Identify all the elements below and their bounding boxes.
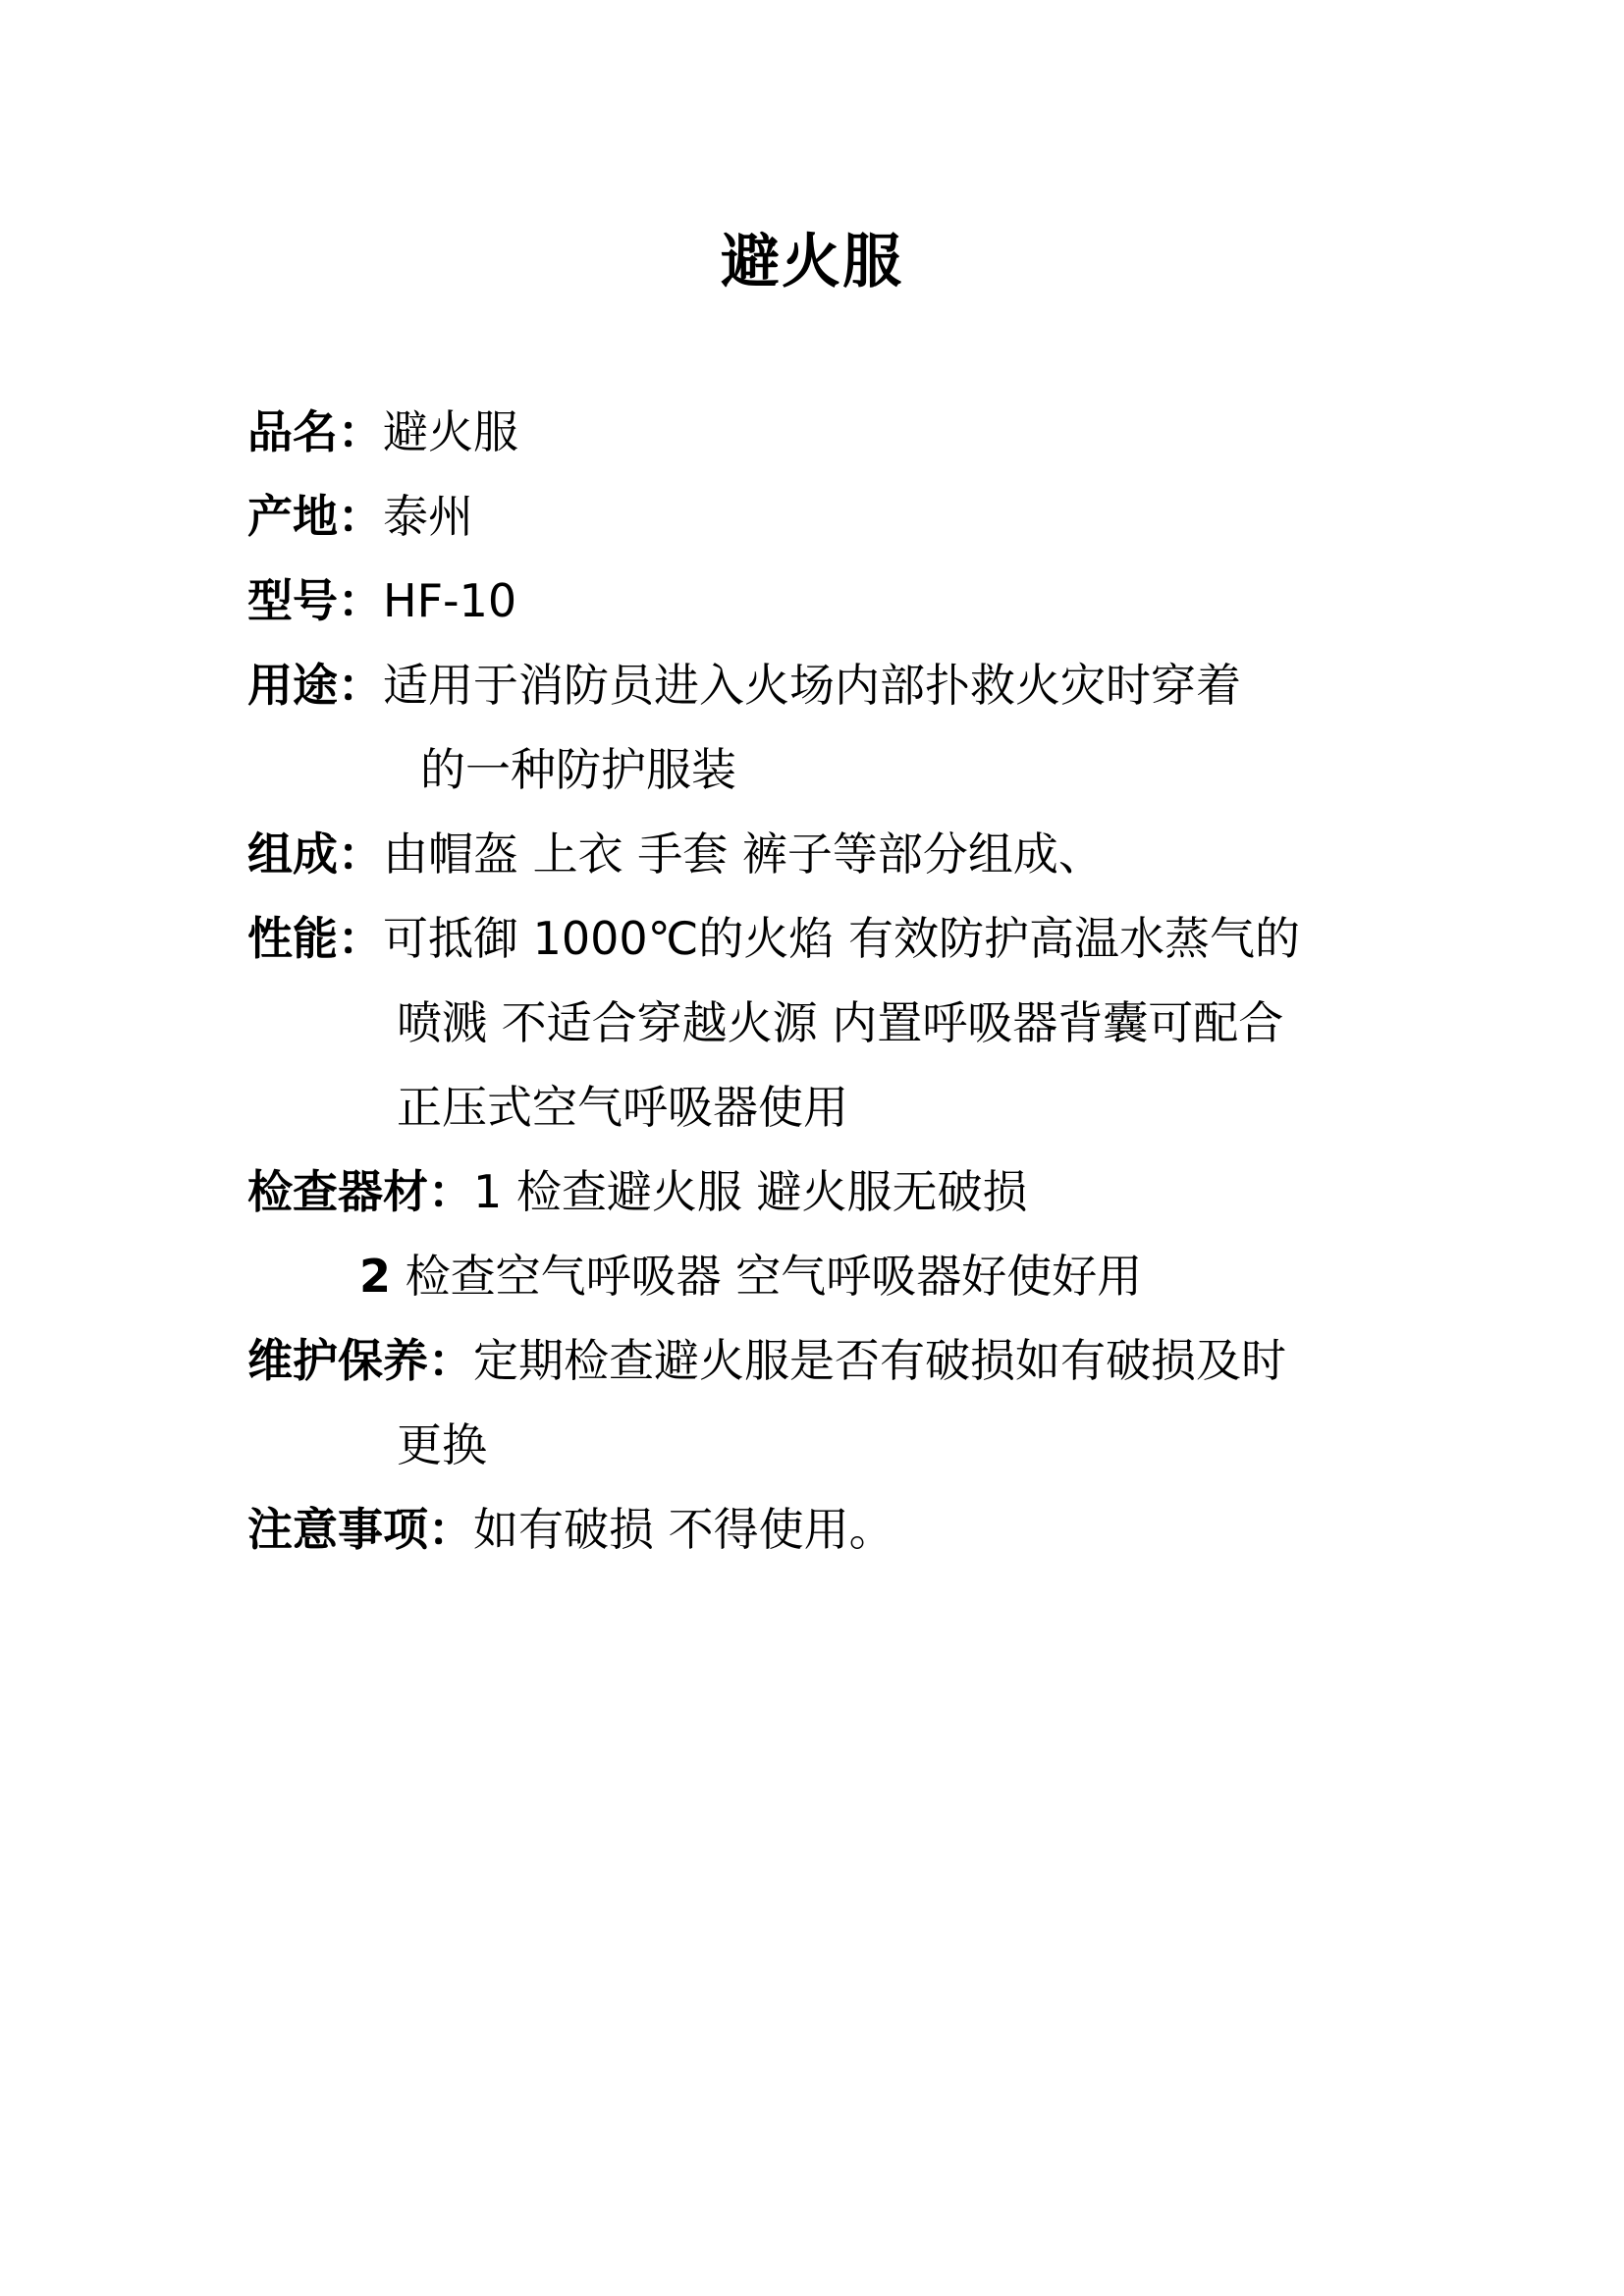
field-maintenance [247,1331,1286,1390]
field-composition-value: 由帽盔 上衣 手套 裤子等部分组成、 [383,828,1104,881]
field-usage-line-2: 的一种防护服装 [420,743,736,796]
field-composition [247,825,1104,883]
field-name [247,402,518,461]
field-performance [247,909,1300,968]
field-usage [247,656,1241,715]
field-inspection-item-2-number: 2 [359,1250,392,1303]
field-maintenance-label: 维护保养： [247,1334,473,1387]
field-notes-label: 注意事项： [247,1503,473,1556]
field-inspection [247,1162,1028,1221]
field-inspection-label: 检查器材： [247,1165,473,1218]
field-maintenance-line-1: 定期检查避火服是否有破损如有破损及时 [473,1334,1286,1387]
field-composition-label: 组成： [247,828,383,881]
field-performance-line-1: 可抵御 1000℃的火焰 有效防护高温水蒸气的 [383,912,1300,965]
field-inspection-item-2 [359,1247,1142,1306]
field-name-label: 品名： [247,405,383,458]
field-origin-value: 泰州 [383,490,473,543]
field-origin-label: 产地： [247,490,383,543]
field-inspection-item-1: 1 检查避火服 避火服无破损 [473,1165,1028,1218]
field-performance-line-3: 正压式空气呼吸器使用 [397,1081,848,1134]
field-notes [247,1500,894,1559]
field-name-value: 避火服 [383,405,518,458]
field-maintenance-line-2: 更换 [397,1418,487,1471]
field-notes-value: 如有破损 不得使用。 [473,1503,894,1556]
field-usage-line-1: 适用于消防员进入火场内部扑救火灾时穿着 [383,659,1241,712]
field-usage-label: 用途： [247,659,383,712]
field-performance-label: 性能： [247,912,383,965]
field-origin [247,487,473,546]
document-title: 避火服 [721,228,903,296]
field-model-value: HF-10 [383,574,517,627]
field-inspection-item-2-text: 检查空气呼吸器 空气呼吸器好使好用 [391,1250,1143,1303]
field-performance-line-2: 喷溅 不适合穿越火源 内置呼吸器背囊可配合 [397,996,1284,1049]
field-model [247,571,516,630]
field-model-label: 型号： [247,574,383,627]
